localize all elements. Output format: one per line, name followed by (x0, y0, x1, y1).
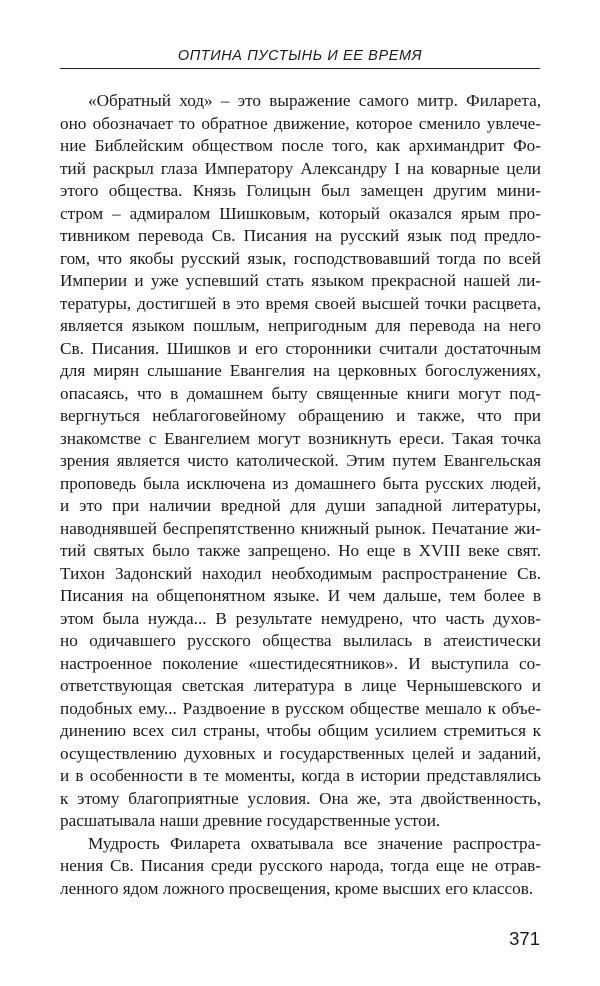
running-head: ОПТИНА ПУСТЫНЬ И ЕЕ ВРЕМЯ (177, 48, 423, 64)
text-line: тий святых было также запрещено. Но еще в XVIII веке свят. (60, 541, 541, 560)
text-line: осуществлению духовных и государственных целей и заданий, (60, 743, 541, 763)
text-line: подобных ему... Раздвоение в русском обществе мешало к объе- (60, 698, 541, 718)
text-line: нения Св. Писания среди русского народа, тогда еще не отрав- (60, 856, 541, 875)
text-line: к этому благоприятные условия. Она же, эта двойственность, (60, 788, 541, 808)
text-line: этом была нужда... В результате немудрено, что часть духов- (60, 608, 541, 628)
text-line: тий раскрыл глаза Императору Александру I на коварные цели (60, 158, 541, 178)
text-line: этого общества. Князь Голицын был замещен другим мини- (60, 181, 541, 200)
text-line: ответствующая светская литература в лице Чернышевского и (60, 676, 541, 695)
text-line: для мирян слышание Евангелия на церковных богослужениях, (60, 361, 541, 380)
text-line: настроенное поколение «шестидесятников». И выступила со- (60, 653, 541, 673)
text-line: знакомстве с Евангелием могут возникнуть ереси. Такая точка (60, 428, 541, 448)
body-text (60, 90, 541, 900)
text-line: тивником перевода Св. Писания на русский язык под предло- (60, 226, 541, 245)
text-line: является языком пошлым, непригодным для перевода на него (60, 316, 541, 335)
text-line: проповедь была исключена из домашнего быта русских людей, (60, 473, 541, 493)
text-line: зрения является чисто католической. Этим путем Евангельская (60, 451, 541, 470)
text-line: тературы, достигшей в это время своей высшей точки расцвета, (60, 293, 541, 313)
text-line: гом, что якобы русский язык, господствовавший тогда по всей (60, 248, 541, 268)
text-line: Писания на общепонятном языке. И чем дальше, тем более в (60, 586, 541, 605)
text-line: Тихон Задонский находил необходимым распространение Св. (60, 563, 541, 583)
text-line: ние Библейским обществом после того, как архимандрит Фо- (60, 136, 541, 155)
text-line: вергнуться неблагоговейному обращению и также, что при (60, 406, 541, 425)
text-line: наводнявшей беспрепятственно книжный рынок. Печатание жи- (60, 518, 541, 538)
text-line: и это при наличии вредной для души западной литературы, (60, 496, 541, 515)
text-line: Мудрость Филарета охватывала все значение распростра- (88, 833, 541, 853)
text-line: стром – адмиралом Шишковым, который оказался ярым про- (60, 203, 541, 223)
text-line: но одичавшего русского общества вылилась в атеистически (60, 631, 541, 650)
text-line: динению всех сил страны, чтобы общим усилием стремиться к (60, 721, 541, 740)
text-line: и в особенности в те моменты, когда в истории представлялись (60, 766, 541, 785)
text-line: Империи и уже успевший стать языком прекрасной нашей ли- (60, 271, 541, 290)
text-line: расшатывала наши древние государственные устои. (60, 811, 441, 830)
page-number: 371 (509, 928, 540, 949)
text-line: оно обозначает то обратное движение, которое сменило увлече- (60, 113, 541, 133)
text-line: ленного ядом ложного просвещения, кроме высших его классов. (60, 878, 534, 898)
header-rule (60, 68, 540, 69)
text-line: «Обратный ход» – это выражение самого митр. Филарета, (88, 91, 541, 110)
text-line: Св. Писания. Шишков и его сторонники считали достаточным (60, 338, 541, 358)
text-line: опасаясь, что в домашнем быту священные книги могут под- (60, 383, 541, 403)
